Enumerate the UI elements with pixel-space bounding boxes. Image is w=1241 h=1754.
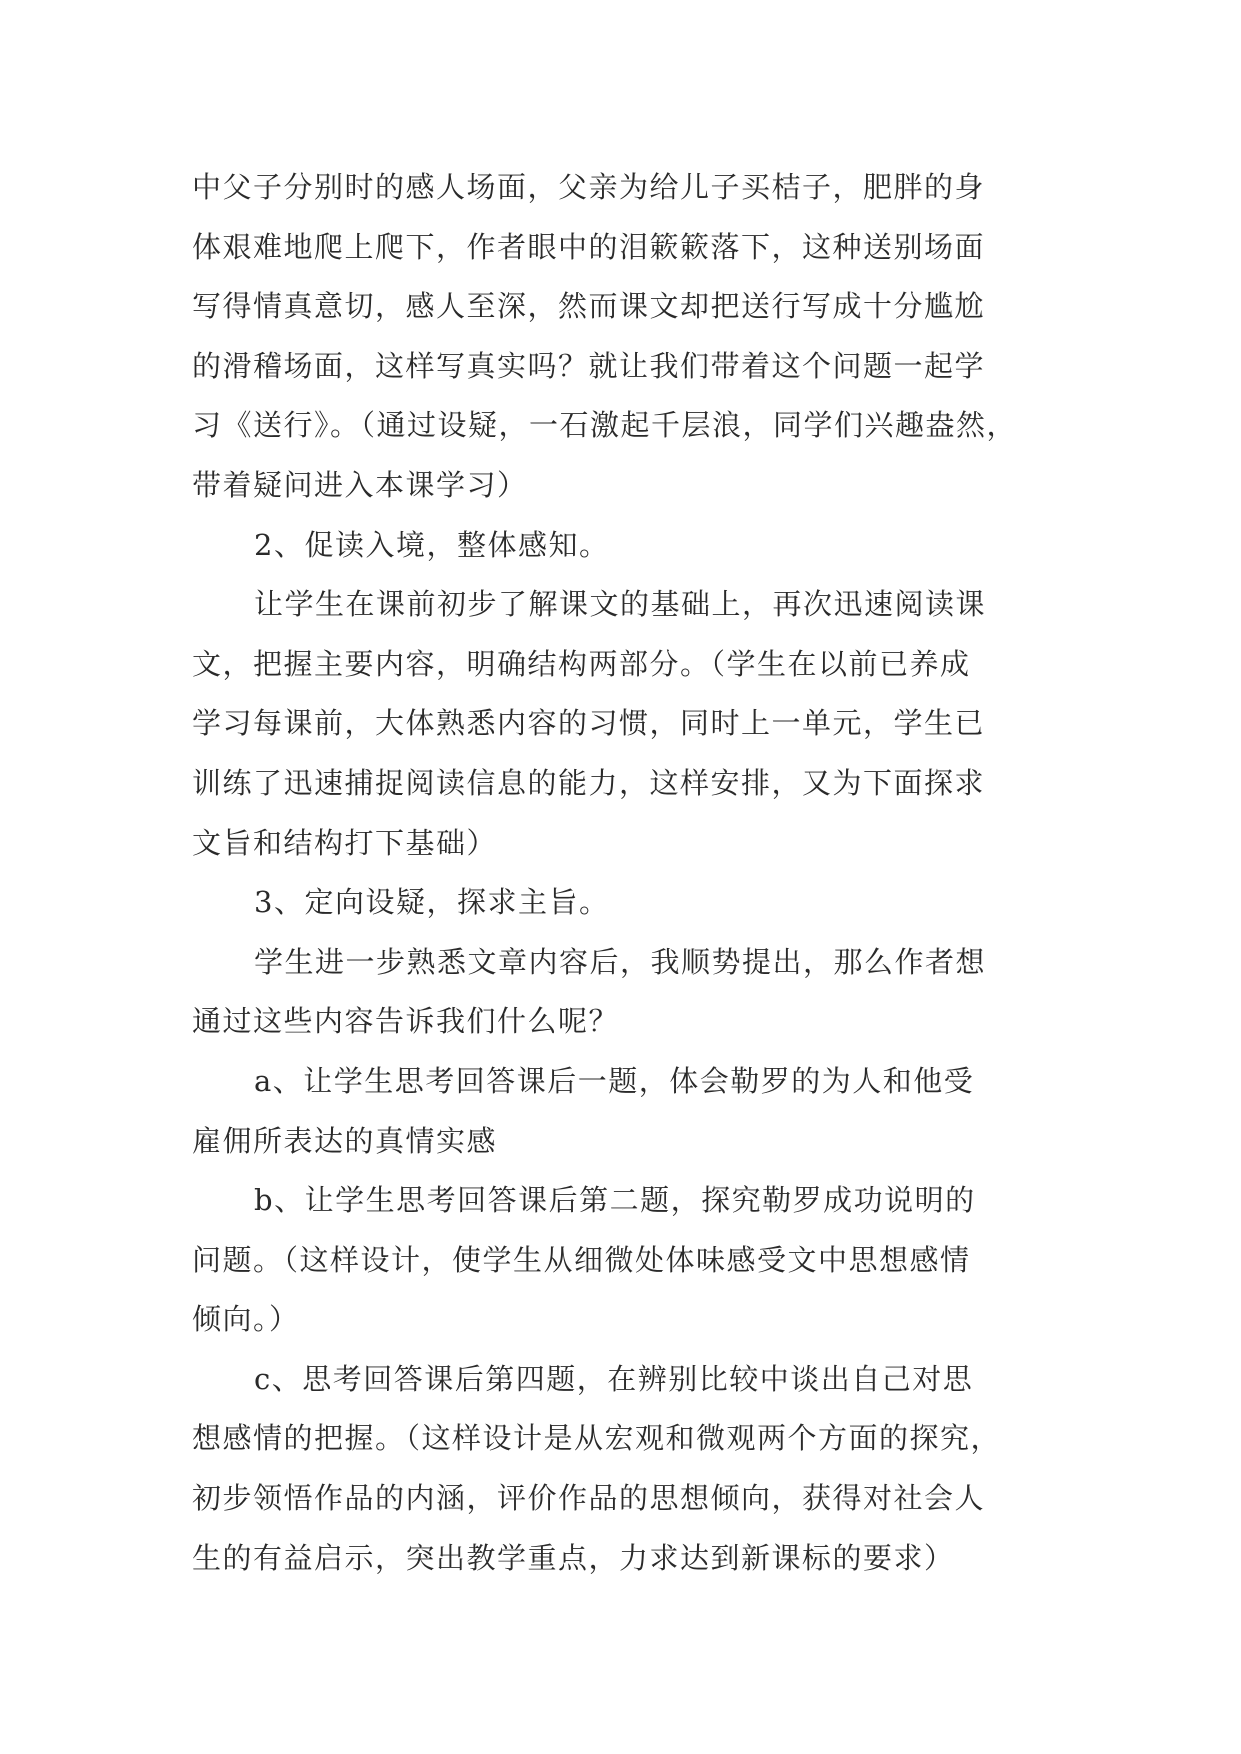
text-line: 生的有益启示，突出教学重点，力求达到新课标的要求） [192,1540,955,1575]
text-line: 学习每课前，大体熟悉内容的习惯，同时上一单元，学生已 [192,706,986,741]
text-line: 文旨和结构打下基础） [192,825,498,860]
text-line: 学生进一步熟悉文章内容后，我顺势提出，那么作者想 [254,944,987,979]
list-item: c、思考回答课后第四题，在辨别比较中谈出自己对思 [254,1361,974,1396]
text-line: 中父子分别时的感人场面，父亲为给儿子买桔子，肥胖的身 [192,170,986,204]
text-line: 训练了迅速捕捉阅读信息的能力，这样安排，又为下面探求 [192,765,986,800]
text-line: 雇佣所表达的真情实感 [192,1123,498,1158]
section-heading: 2、促读入境，整体感知。 [254,527,610,562]
text-line: 想感情的把握。（这样设计是从宏观和微观两个方面的探究， [192,1421,1002,1456]
text-line: 写得情真意切，感人至深，然而课文却把送行写成十分尴尬 [192,289,986,324]
body-text [192,158,1052,1588]
text-line: 的滑稽场面，这样写真实吗？就让我们带着这个问题一起学 [192,348,986,383]
text-line: 带着疑问进入本课学习） [192,467,528,502]
text-line: 文，把握主要内容，明确结构两部分。（学生在以前已养成 [192,646,971,681]
text-line: 通过这些内容告诉我们什么呢？ [192,1004,620,1039]
text-line: 倾向。） [192,1302,300,1337]
text-line: 体艰难地爬上爬下，作者眼中的泪簌簌落下，这种送别场面 [192,229,986,264]
text-line: 初步领悟作品的内涵，评价作品的思想倾向，获得对社会人 [192,1481,986,1516]
section-heading: 3、定向设疑，探求主旨。 [254,885,610,920]
list-item: b、让学生思考回答课后第二题，探究勒罗成功说明的 [254,1183,976,1218]
list-item: a、让学生思考回答课后一题，体会勒罗的为人和他受 [254,1063,975,1098]
text-line: 让学生在课前初步了解课文的基础上，再次迅速阅读课 [254,587,987,622]
text-line: 习《送行》。（通过设疑，一石激起千层浪，同学们兴趣盎然， [192,408,1018,443]
text-line: 问题。（这样设计，使学生从细微处体味感受文中思想感情 [192,1242,971,1277]
